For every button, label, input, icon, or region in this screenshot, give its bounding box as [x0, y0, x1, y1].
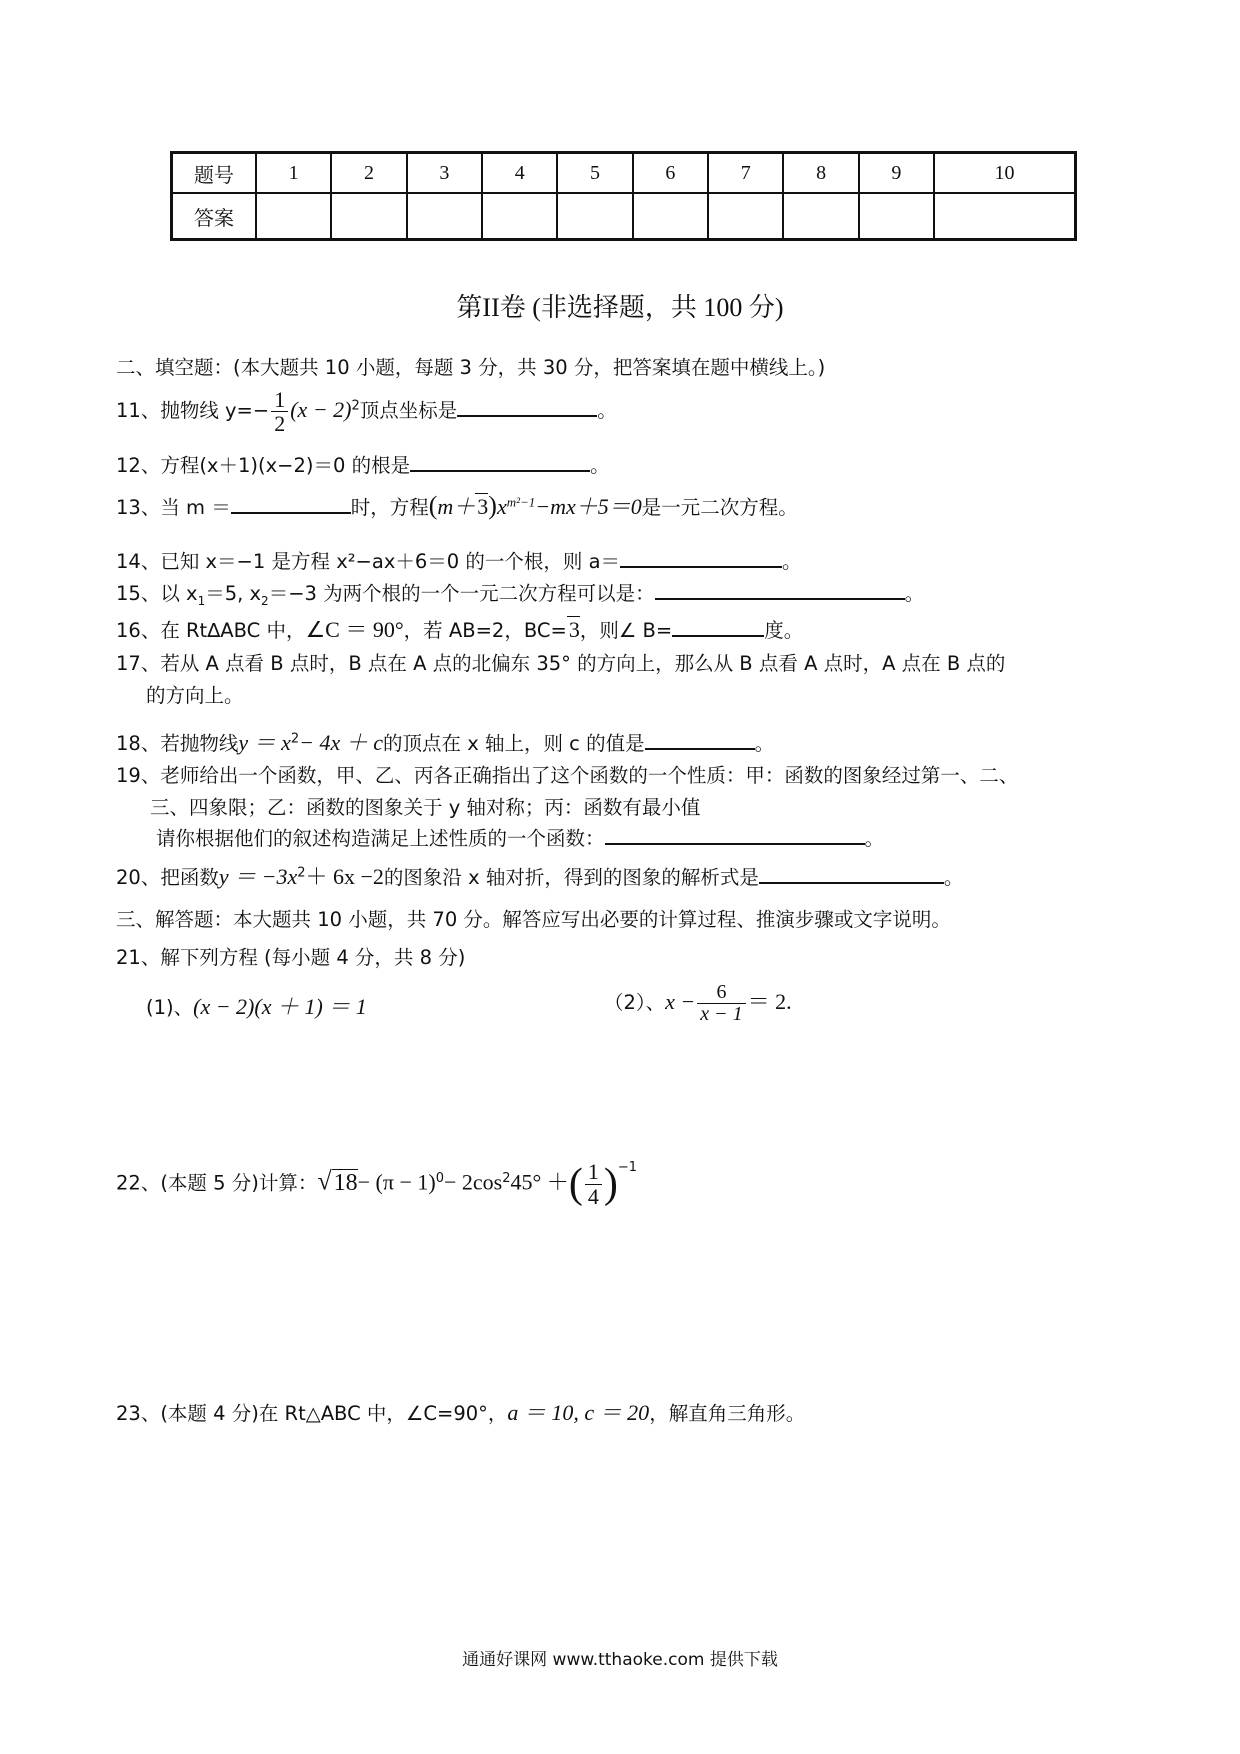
q20-end: 。 — [943, 866, 964, 889]
question-16 — [116, 613, 803, 644]
answer-cell[interactable] — [783, 193, 858, 240]
q22-denominator: 4 — [587, 1183, 599, 1209]
q21-part2-fraction — [697, 982, 745, 1025]
q16-angle: ∠C ＝ 90° — [305, 617, 404, 642]
question-13: 13、当 m ＝ 时，方程$(m+3)x^{m^2-1}-mx+5=0$是一元二次方程。 — [116, 491, 798, 520]
q20-prefix: 20、把函数 — [116, 866, 219, 889]
q11-prefix: 11、抛物线 y=− — [116, 399, 270, 423]
q15-sub2: 2 — [261, 593, 269, 608]
q18-end: 。 — [754, 732, 775, 755]
q18-postfix: 的顶点在 x 轴上，则 c 的值是 — [383, 732, 645, 755]
q13-m: m＋ — [437, 494, 476, 519]
question-14 — [116, 546, 802, 574]
q20-expr-b: ＋ 6x −2 — [305, 864, 384, 889]
q16-end: 度。 — [764, 619, 804, 642]
q15-end: 。 — [904, 582, 925, 605]
q21-part1-expression: (x − 2)(x ＋ 1) ＝ 1 — [193, 994, 367, 1019]
q15-mid2: ＝−3 为两个根的一个一元二次方程可以是： — [268, 582, 655, 605]
q16-prefix: 16、在 Rt∆ABC 中， — [116, 619, 306, 642]
answer-cell[interactable] — [331, 193, 406, 240]
q21-part2-label: （2）、 — [604, 991, 666, 1014]
q14-end: 。 — [782, 550, 802, 573]
q21-part2-post: ＝ 2. — [747, 989, 792, 1014]
q12-answer-blank[interactable] — [410, 452, 590, 472]
answer-cell[interactable] — [708, 193, 783, 240]
q20-expr-a: y ＝ −3x — [218, 864, 298, 889]
q22-numerator: 1 — [585, 1160, 602, 1184]
q15-answer-blank[interactable] — [655, 580, 905, 600]
question-19-line3 — [156, 823, 884, 851]
q20-answer-blank[interactable] — [759, 864, 944, 884]
section3-heading: 三、解答题：本大题共 10 小题，共 70 分。解答应写出必要的计算过程、推演步骤或文字说明。 — [116, 908, 951, 931]
answer-cell[interactable] — [482, 193, 557, 240]
question-20 — [116, 860, 963, 891]
answer-cell[interactable] — [934, 193, 1075, 240]
q11-numerator: 1 — [271, 388, 288, 412]
q11-postfix: 顶点坐标是 — [359, 399, 458, 423]
q18-prefix: 18、若抛物线 — [116, 732, 239, 755]
number-cell: 1 — [256, 153, 331, 194]
q13-mid: 时，方程 — [350, 496, 429, 519]
q11-denominator: 2 — [274, 411, 286, 437]
q12-text: 12、方程(x＋1)(x−2)＝0 的根是 — [116, 454, 411, 477]
q20-postfix: 的图象沿 x 轴对折，得到的图象的解析式是 — [383, 866, 759, 889]
question-21-part2 — [604, 982, 792, 1025]
table-row-numbers — [172, 153, 1076, 194]
footer: 通通好课网 www.tthaoke.com 提供下载 — [462, 1650, 778, 1670]
q14-answer-blank[interactable] — [620, 548, 782, 568]
q13-tail: −mx＋5＝0 — [535, 494, 642, 519]
q13-postfix: 是一元二次方程。 — [641, 496, 798, 519]
number-cell: 6 — [633, 153, 708, 194]
number-cell: 4 — [482, 153, 557, 194]
q13-exponent: m²−1 — [506, 494, 536, 510]
answer-cell[interactable] — [633, 193, 708, 240]
row-label-number: 题号 — [172, 153, 257, 194]
number-cell: 3 — [407, 153, 482, 194]
number-cell: 8 — [783, 153, 858, 194]
q12-end: 。 — [590, 454, 610, 477]
answer-table — [170, 151, 1077, 241]
q20-exponent: 2 — [297, 865, 306, 881]
answer-cell[interactable] — [557, 193, 632, 240]
q21-part2-numerator: 6 — [697, 982, 745, 1004]
q19-line3-text: 请你根据他们的叙述构造满足上述性质的一个函数： — [156, 827, 605, 850]
question-17-line1: 17、若从 A 点看 B 点时，B 点在 A 点的北偏东 35° 的方向上，那么从 B 点看 A 点时，A 点在 B 点的 — [116, 652, 1006, 675]
q18-expr-a: y ＝ x — [238, 730, 291, 755]
question-15 — [116, 578, 924, 608]
q22-expr-c: 45° ＋ — [510, 1169, 569, 1195]
question-12 — [116, 450, 610, 478]
q15-prefix: 15、以 x — [116, 582, 198, 605]
number-cell: 2 — [331, 153, 406, 194]
q21-part2-denominator: x − 1 — [700, 1003, 743, 1025]
q18-exponent: 2 — [290, 731, 300, 747]
number-cell: 9 — [859, 153, 934, 194]
q13-answer-blank[interactable] — [231, 494, 351, 514]
question-21: 21、解下列方程 (每小题 4 分，共 8 分) — [116, 946, 466, 969]
q13-x: x — [496, 494, 507, 519]
q21-part2-pre: x − — [665, 989, 696, 1014]
row-label-answer: 答案 — [172, 193, 257, 240]
q15-sub1: 1 — [197, 593, 206, 608]
q23-postfix: ，解直角三角形。 — [649, 1402, 806, 1425]
q18-expr-b: − 4x ＋ c — [299, 730, 384, 755]
q16-mid2: ，则∠ B= — [579, 619, 673, 642]
q11-fraction — [271, 388, 288, 435]
q22-sqrt18: 18 — [333, 1169, 358, 1196]
question-22: 22、(本题 5 分)计算：$√18- (\pi - 1)^0- 2\cos^245^\circ$ ＋( $\frac{1}{4}$ )$^{-1}$ — [116, 1159, 637, 1209]
q23-expression: a ＝ 10, c ＝ 20 — [507, 1400, 650, 1425]
q18-answer-blank[interactable] — [645, 730, 755, 750]
part-title: 第II卷 (非选择题，共 100 分) — [456, 293, 784, 322]
question-19-line2: 三、四象限；乙：函数的图象关于 y 轴对称；丙：函数有最小值 — [150, 796, 701, 819]
q22-exponent-neg1: −1 — [617, 1160, 637, 1175]
number-cell: 7 — [708, 153, 783, 194]
question-11 — [116, 388, 617, 435]
number-cell: 10 — [934, 153, 1075, 194]
q22-exponent-0: 0 — [435, 1171, 444, 1186]
q11-answer-blank[interactable] — [457, 397, 597, 417]
q19-answer-blank[interactable] — [605, 825, 865, 845]
question-19-line1: 19、老师给出一个函数，甲、乙、丙各正确指出了这个函数的一个性质：甲：函数的图象经过第一、二、 — [116, 764, 1019, 787]
q22-fraction — [585, 1160, 602, 1207]
q22-prefix: 22、(本题 5 分)计算： — [116, 1171, 318, 1195]
table-row-answers — [172, 193, 1076, 240]
number-cell: 5 — [557, 153, 632, 194]
q11-expression: (x − 2) — [290, 397, 352, 423]
q21-part1-label: (1)、 — [146, 996, 194, 1019]
q16-mid: ，若 AB=2，BC= — [403, 619, 567, 642]
q23-prefix: 23、(本题 4 分)在 Rt△ABC 中，∠C=90°， — [116, 1402, 508, 1425]
q16-answer-blank[interactable] — [672, 617, 764, 637]
question-18 — [116, 726, 774, 757]
q22-exponent-2: 2 — [502, 1171, 511, 1186]
q13-prefix: 13、当 m ＝ — [116, 496, 231, 519]
q15-mid1: ＝5, x — [205, 582, 262, 605]
section2-heading: 二、填空题：(本大题共 10 小题，每题 3 分，共 30 分，把答案填在题中横线上。) — [116, 356, 826, 379]
answer-cell[interactable] — [256, 193, 331, 240]
q22-expr-a: − (π − 1) — [357, 1169, 436, 1195]
answer-cell[interactable] — [407, 193, 482, 240]
question-23 — [116, 1396, 805, 1427]
answer-cell[interactable] — [859, 193, 934, 240]
q11-end: 。 — [597, 399, 617, 423]
q19-end: 。 — [864, 827, 885, 850]
q14-text: 14、已知 x＝−1 是方程 x²−ax＋6＝0 的一个根，则 a＝ — [116, 550, 621, 573]
q16-sqrt3: 3 — [568, 617, 580, 642]
question-17-line2: 的方向上。 — [146, 684, 244, 707]
q13-sqrt3: 3 — [477, 494, 489, 519]
question-21-part1 — [146, 990, 367, 1021]
q11-exponent: 2 — [351, 398, 360, 414]
q22-expr-b: − 2cos — [443, 1169, 503, 1195]
